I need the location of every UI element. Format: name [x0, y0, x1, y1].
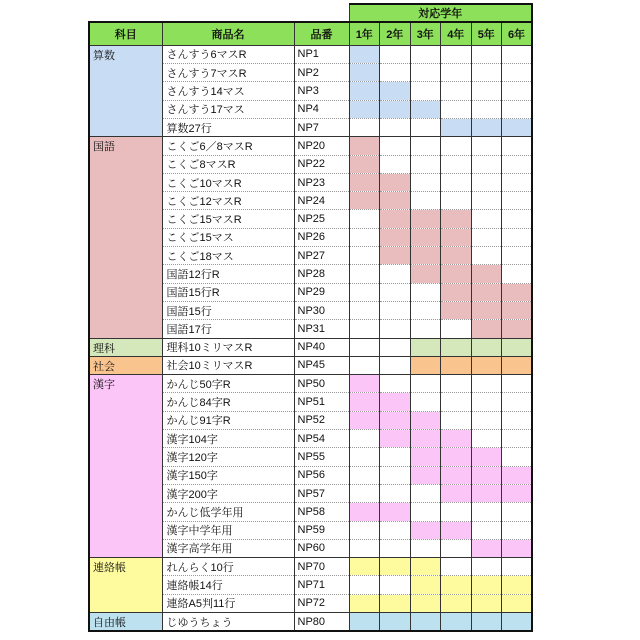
table-row [89, 558, 532, 576]
table-body [89, 45, 532, 631]
grade-cell-2 [380, 320, 411, 338]
grade-cell-3 [410, 576, 441, 594]
grade-cell-5 [471, 594, 502, 612]
grade-cell-2 [380, 82, 411, 100]
product-name-cell: かんじ84字R [162, 393, 294, 411]
grade-cell-5 [471, 448, 502, 466]
grade-cell-5 [471, 265, 502, 283]
grade-cell-6 [502, 539, 533, 557]
grade-cell-1 [349, 393, 380, 411]
grade-cell-6 [502, 247, 533, 265]
grade-cell-4 [441, 265, 472, 283]
grade-cell-3 [410, 173, 441, 191]
grade-cell-3 [410, 466, 441, 484]
grade-cell-2 [380, 100, 411, 118]
grade-cell-6 [502, 155, 533, 173]
grade-cell-1 [349, 466, 380, 484]
subject-column-header: 科目 [89, 22, 162, 45]
product-name-cell: 国語15行R [162, 283, 294, 301]
product-code-cell: NP24 [294, 192, 349, 210]
grade-cell-2 [380, 137, 411, 155]
subject-cell: 社会 [89, 356, 162, 374]
product-code-cell: NP45 [294, 356, 349, 374]
grade-cell-4 [441, 155, 472, 173]
table-row [89, 338, 532, 356]
grade-cell-1 [349, 411, 380, 429]
product-name-cell: 漢字150字 [162, 466, 294, 484]
blank-corner [89, 4, 349, 22]
product-name-cell: こくご12マスR [162, 192, 294, 210]
product-code-cell: NP3 [294, 82, 349, 100]
product-code-cell: NP60 [294, 539, 349, 557]
grade-cell-5 [471, 338, 502, 356]
grade-cell-6 [502, 375, 533, 393]
grade-cell-5 [471, 539, 502, 557]
product-name-cell: 国語12行R [162, 265, 294, 283]
grade-cell-4 [441, 594, 472, 612]
grade-cell-1 [349, 448, 380, 466]
grade-cell-6 [502, 100, 533, 118]
grade-cell-1 [349, 558, 380, 576]
grade-cell-6 [502, 137, 533, 155]
grade-cell-4 [441, 301, 472, 319]
grade-cell-2 [380, 484, 411, 502]
grade-cell-4 [441, 320, 472, 338]
grade-cell-3 [410, 503, 441, 521]
grade-cell-5 [471, 484, 502, 502]
grade-cell-5 [471, 320, 502, 338]
grade-cell-3 [410, 45, 441, 63]
grade-cell-2 [380, 594, 411, 612]
grade-cell-3 [410, 210, 441, 228]
grade-cell-2 [380, 210, 411, 228]
product-name-cell: さんすう6マスR [162, 45, 294, 63]
grade-cell-3 [410, 484, 441, 502]
grade-cell-5 [471, 192, 502, 210]
product-code-cell: NP56 [294, 466, 349, 484]
product-code-cell: NP23 [294, 173, 349, 191]
grade-cell-2 [380, 576, 411, 594]
grade-cell-5 [471, 228, 502, 246]
grade-cell-6 [502, 301, 533, 319]
grade-cell-6 [502, 45, 533, 63]
product-grade-table [88, 3, 533, 632]
grade-header-1: 1年 [349, 22, 380, 45]
grade-cell-2 [380, 338, 411, 356]
grade-cell-3 [410, 613, 441, 632]
grade-cell-1 [349, 521, 380, 539]
grade-cell-3 [410, 375, 441, 393]
grade-cell-2 [380, 247, 411, 265]
product-code-cell: NP58 [294, 503, 349, 521]
grade-cell-4 [441, 118, 472, 136]
grade-cell-5 [471, 82, 502, 100]
grade-cell-6 [502, 448, 533, 466]
product-name-cell: 理科10ミリマスR [162, 338, 294, 356]
table-row [89, 375, 532, 393]
grade-cell-5 [471, 64, 502, 82]
grade-cell-3 [410, 320, 441, 338]
grade-cell-3 [410, 64, 441, 82]
grade-cell-2 [380, 521, 411, 539]
grade-cell-3 [410, 393, 441, 411]
product-code-cell: NP31 [294, 320, 349, 338]
grade-cell-1 [349, 64, 380, 82]
grade-cell-3 [410, 283, 441, 301]
grade-cell-2 [380, 155, 411, 173]
product-name-cell: 算数27行 [162, 118, 294, 136]
grade-cell-6 [502, 521, 533, 539]
grade-cell-1 [349, 283, 380, 301]
subject-cell: 理科 [89, 338, 162, 356]
grade-cell-4 [441, 430, 472, 448]
grade-cell-6 [502, 503, 533, 521]
grade-cell-4 [441, 100, 472, 118]
grade-cell-4 [441, 247, 472, 265]
grade-cell-4 [441, 228, 472, 246]
grade-header-5: 5年 [471, 22, 502, 45]
product-code-cell: NP50 [294, 375, 349, 393]
product-name-cell: 漢字200字 [162, 484, 294, 502]
grade-cell-5 [471, 173, 502, 191]
grade-cell-2 [380, 192, 411, 210]
grade-cell-4 [441, 558, 472, 576]
grade-cell-2 [380, 503, 411, 521]
grade-cell-5 [471, 137, 502, 155]
product-name-cell: こくご10マスR [162, 173, 294, 191]
product-code-cell: NP20 [294, 137, 349, 155]
grade-cell-1 [349, 301, 380, 319]
grade-cell-4 [441, 411, 472, 429]
grade-header-4: 4年 [441, 22, 472, 45]
grade-cell-1 [349, 320, 380, 338]
grade-cell-1 [349, 82, 380, 100]
grade-cell-3 [410, 82, 441, 100]
grade-cell-6 [502, 411, 533, 429]
grade-header-6: 6年 [502, 22, 533, 45]
grade-cell-2 [380, 45, 411, 63]
grade-cell-6 [502, 283, 533, 301]
product-name-cell: 漢字中学年用 [162, 521, 294, 539]
grade-cell-6 [502, 393, 533, 411]
product-name-cell: さんすう17マス [162, 100, 294, 118]
grade-cell-1 [349, 375, 380, 393]
product-name-cell: かんじ低学年用 [162, 503, 294, 521]
grade-cell-2 [380, 265, 411, 283]
grade-cell-6 [502, 576, 533, 594]
grade-cell-1 [349, 45, 380, 63]
product-code-cell: NP55 [294, 448, 349, 466]
product-name-cell: こくご15マスR [162, 210, 294, 228]
grade-cell-5 [471, 393, 502, 411]
grade-cell-1 [349, 173, 380, 191]
grade-cell-5 [471, 301, 502, 319]
grade-cell-1 [349, 210, 380, 228]
product-column-header: 商品名 [162, 22, 294, 45]
grade-cell-2 [380, 283, 411, 301]
grade-cell-2 [380, 173, 411, 191]
grade-cell-3 [410, 247, 441, 265]
grade-cell-6 [502, 228, 533, 246]
grade-cell-4 [441, 613, 472, 632]
product-code-cell: NP51 [294, 393, 349, 411]
product-name-cell: 社会10ミリマスR [162, 356, 294, 374]
grade-cell-5 [471, 613, 502, 632]
product-name-cell: 国語15行 [162, 301, 294, 319]
grade-cell-1 [349, 484, 380, 502]
product-code-cell: NP57 [294, 484, 349, 502]
grade-cell-2 [380, 558, 411, 576]
product-code-cell: NP72 [294, 594, 349, 612]
grade-cell-3 [410, 539, 441, 557]
grade-cell-6 [502, 320, 533, 338]
grade-cell-5 [471, 100, 502, 118]
grade-cell-4 [441, 173, 472, 191]
grade-cell-1 [349, 613, 380, 632]
product-name-cell: こくご6／8マスR [162, 137, 294, 155]
grade-cell-3 [410, 301, 441, 319]
grade-cell-3 [410, 558, 441, 576]
grade-cell-6 [502, 192, 533, 210]
grade-cell-3 [410, 137, 441, 155]
product-code-cell: NP7 [294, 118, 349, 136]
subject-cell: 自由帳 [89, 613, 162, 632]
product-name-cell: こくご8マスR [162, 155, 294, 173]
product-code-cell: NP40 [294, 338, 349, 356]
product-name-cell: 漢字高学年用 [162, 539, 294, 557]
grade-cell-5 [471, 466, 502, 484]
grade-cell-5 [471, 356, 502, 374]
grade-cell-6 [502, 466, 533, 484]
grade-cell-3 [410, 411, 441, 429]
grade-cell-1 [349, 100, 380, 118]
grade-cell-2 [380, 228, 411, 246]
grade-header-2: 2年 [380, 22, 411, 45]
column-header-row [89, 22, 532, 45]
grade-cell-1 [349, 118, 380, 136]
grade-cell-3 [410, 521, 441, 539]
table-row [89, 613, 532, 632]
grade-cell-4 [441, 466, 472, 484]
grade-cell-2 [380, 430, 411, 448]
grade-cell-1 [349, 228, 380, 246]
product-code-cell: NP26 [294, 228, 349, 246]
product-name-cell: かんじ50字R [162, 375, 294, 393]
grade-cell-4 [441, 338, 472, 356]
grade-cell-3 [410, 448, 441, 466]
grade-header-3: 3年 [410, 22, 441, 45]
grade-cell-3 [410, 228, 441, 246]
grade-cell-3 [410, 265, 441, 283]
table-row [89, 45, 532, 63]
product-code-cell: NP22 [294, 155, 349, 173]
grade-cell-4 [441, 210, 472, 228]
grade-cell-5 [471, 503, 502, 521]
table-row [89, 356, 532, 374]
product-code-cell: NP2 [294, 64, 349, 82]
grade-cell-6 [502, 82, 533, 100]
grade-cell-5 [471, 375, 502, 393]
grade-cell-4 [441, 137, 472, 155]
grade-cell-3 [410, 594, 441, 612]
grade-span-row [89, 4, 532, 22]
grade-cell-1 [349, 503, 380, 521]
product-code-cell: NP28 [294, 265, 349, 283]
grade-cell-6 [502, 484, 533, 502]
product-name-cell: 漢字104字 [162, 430, 294, 448]
product-code-cell: NP25 [294, 210, 349, 228]
grade-cell-5 [471, 45, 502, 63]
product-code-cell: NP4 [294, 100, 349, 118]
grade-cell-1 [349, 576, 380, 594]
grade-cell-6 [502, 64, 533, 82]
table-header [89, 4, 532, 45]
grade-cell-1 [349, 265, 380, 283]
grade-cell-1 [349, 247, 380, 265]
product-code-cell: NP54 [294, 430, 349, 448]
grade-cell-4 [441, 576, 472, 594]
grade-cell-5 [471, 247, 502, 265]
product-code-cell: NP80 [294, 613, 349, 632]
product-code-cell: NP71 [294, 576, 349, 594]
grade-cell-6 [502, 338, 533, 356]
product-name-cell: こくご18マス [162, 247, 294, 265]
grade-cell-1 [349, 137, 380, 155]
subject-cell: 漢字 [89, 375, 162, 558]
grade-cell-2 [380, 375, 411, 393]
product-name-cell: さんすう14マス [162, 82, 294, 100]
grade-cell-4 [441, 539, 472, 557]
grade-cell-3 [410, 118, 441, 136]
product-code-cell: NP70 [294, 558, 349, 576]
grade-cell-3 [410, 430, 441, 448]
grade-cell-2 [380, 64, 411, 82]
grade-cell-4 [441, 484, 472, 502]
product-name-cell: 漢字120字 [162, 448, 294, 466]
product-name-cell: さんすう7マスR [162, 64, 294, 82]
grade-cell-6 [502, 173, 533, 191]
grade-cell-2 [380, 539, 411, 557]
grade-cell-2 [380, 411, 411, 429]
grade-cell-1 [349, 338, 380, 356]
grade-cell-2 [380, 118, 411, 136]
product-grade-table-sheet [88, 3, 533, 632]
subject-cell: 国語 [89, 137, 162, 338]
grade-cell-5 [471, 411, 502, 429]
grade-cell-5 [471, 430, 502, 448]
grade-cell-4 [441, 375, 472, 393]
grade-cell-6 [502, 356, 533, 374]
product-code-cell: NP29 [294, 283, 349, 301]
grade-cell-5 [471, 521, 502, 539]
product-code-cell: NP1 [294, 45, 349, 63]
grade-cell-2 [380, 613, 411, 632]
grade-cell-6 [502, 594, 533, 612]
grade-cell-3 [410, 338, 441, 356]
grade-cell-4 [441, 45, 472, 63]
grade-cell-1 [349, 539, 380, 557]
grade-cell-4 [441, 521, 472, 539]
grade-cell-6 [502, 118, 533, 136]
grade-cell-6 [502, 558, 533, 576]
grade-cell-5 [471, 558, 502, 576]
grade-cell-4 [441, 283, 472, 301]
grade-cell-6 [502, 613, 533, 632]
table-row [89, 137, 532, 155]
product-name-cell: 連絡A5判11行 [162, 594, 294, 612]
grade-cell-2 [380, 466, 411, 484]
grade-cell-3 [410, 356, 441, 374]
grade-cell-5 [471, 155, 502, 173]
grade-cell-2 [380, 301, 411, 319]
product-code-cell: NP30 [294, 301, 349, 319]
code-column-header: 品番 [294, 22, 349, 45]
grade-cell-6 [502, 430, 533, 448]
product-name-cell: こくご15マス [162, 228, 294, 246]
grade-cell-2 [380, 356, 411, 374]
product-code-cell: NP52 [294, 411, 349, 429]
grade-cell-1 [349, 356, 380, 374]
grade-cell-2 [380, 393, 411, 411]
product-name-cell: 連絡帳14行 [162, 576, 294, 594]
grade-cell-3 [410, 155, 441, 173]
grade-cell-2 [380, 448, 411, 466]
grade-cell-5 [471, 118, 502, 136]
product-name-cell: れんらく10行 [162, 558, 294, 576]
grade-cell-4 [441, 82, 472, 100]
grade-cell-3 [410, 100, 441, 118]
subject-cell: 連絡帳 [89, 558, 162, 613]
grade-cell-4 [441, 448, 472, 466]
grade-cell-5 [471, 576, 502, 594]
subject-cell: 算数 [89, 45, 162, 136]
product-code-cell: NP27 [294, 247, 349, 265]
grade-cell-5 [471, 283, 502, 301]
grade-cell-4 [441, 356, 472, 374]
grade-cell-4 [441, 192, 472, 210]
grade-cell-1 [349, 594, 380, 612]
product-name-cell: じゆうちょう [162, 613, 294, 632]
grade-cell-3 [410, 192, 441, 210]
grade-cell-4 [441, 503, 472, 521]
grade-cell-5 [471, 210, 502, 228]
grade-cell-1 [349, 155, 380, 173]
grade-cell-4 [441, 393, 472, 411]
grade-span-header: 対応学年 [349, 4, 532, 22]
grade-cell-1 [349, 192, 380, 210]
grade-cell-6 [502, 265, 533, 283]
grade-cell-6 [502, 210, 533, 228]
grade-cell-1 [349, 430, 380, 448]
product-code-cell: NP59 [294, 521, 349, 539]
product-name-cell: 国語17行 [162, 320, 294, 338]
grade-cell-4 [441, 64, 472, 82]
product-name-cell: かんじ91字R [162, 411, 294, 429]
